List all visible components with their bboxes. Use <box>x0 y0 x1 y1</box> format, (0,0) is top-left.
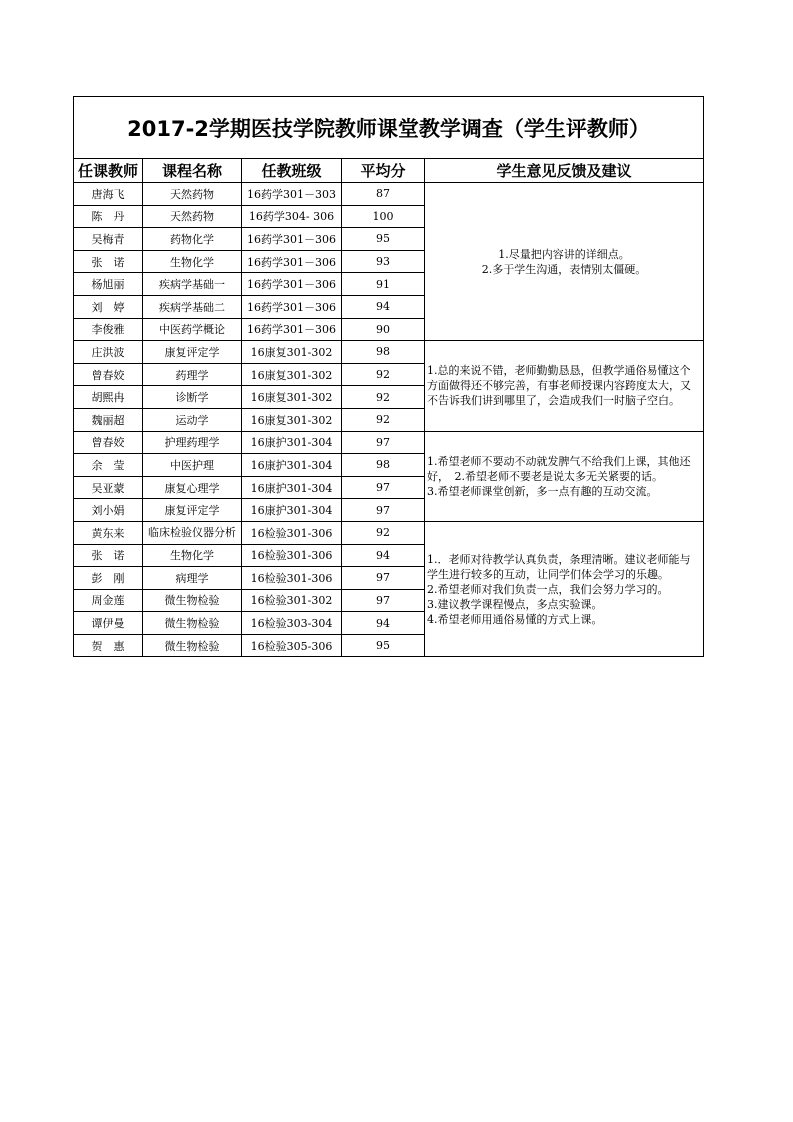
evaluation-sheet <box>73 96 703 657</box>
course-cell: 天然药物 <box>143 183 242 206</box>
course-cell: 运动学 <box>143 408 242 431</box>
score-cell: 100 <box>342 205 425 228</box>
teacher-cell: 庄洪波 <box>74 341 143 364</box>
course-cell: 中医药学概论 <box>143 318 242 341</box>
course-cell: 微生物检验 <box>143 589 242 612</box>
table-row <box>74 183 704 206</box>
course-cell: 天然药物 <box>143 205 242 228</box>
teacher-cell: 曾春姣 <box>74 431 143 454</box>
score-cell: 95 <box>342 228 425 251</box>
course-cell: 护理药理学 <box>143 431 242 454</box>
header-teacher: 任课教师 <box>74 159 143 183</box>
class-cell: 16药学301－306 <box>242 228 342 251</box>
course-cell: 康复评定学 <box>143 341 242 364</box>
teacher-cell: 唐海飞 <box>74 183 143 206</box>
class-cell: 16康护301-304 <box>242 476 342 499</box>
course-cell: 生物化学 <box>143 544 242 567</box>
teacher-cell: 魏丽超 <box>74 408 143 431</box>
teacher-cell: 胡熙冉 <box>74 386 143 409</box>
course-cell: 药理学 <box>143 363 242 386</box>
score-cell: 94 <box>342 544 425 567</box>
feedback-cell <box>425 183 704 341</box>
class-cell: 16检验301-306 <box>242 521 342 544</box>
class-cell: 16药学301－306 <box>242 273 342 296</box>
course-cell: 中医护理 <box>143 454 242 477</box>
score-cell: 94 <box>342 295 425 318</box>
class-cell: 16检验303-304 <box>242 612 342 635</box>
teacher-cell: 吴梅青 <box>74 228 143 251</box>
class-cell: 16检验301-306 <box>242 567 342 590</box>
score-cell: 97 <box>342 499 425 522</box>
teacher-cell: 杨旭丽 <box>74 273 143 296</box>
teacher-cell: 彭 刚 <box>74 567 143 590</box>
header-feedback: 学生意见反馈及建议 <box>425 159 704 183</box>
teacher-cell: 李俊雅 <box>74 318 143 341</box>
course-cell: 疾病学基础二 <box>143 295 242 318</box>
teacher-cell: 吴亚蒙 <box>74 476 143 499</box>
score-cell: 92 <box>342 521 425 544</box>
teacher-cell: 张 诺 <box>74 250 143 273</box>
feedback-cell <box>425 521 704 657</box>
feedback-cell <box>425 341 704 431</box>
course-cell: 生物化学 <box>143 250 242 273</box>
class-cell: 16康复301-302 <box>242 408 342 431</box>
class-cell: 16检验301-302 <box>242 589 342 612</box>
class-cell: 16检验301-306 <box>242 544 342 567</box>
class-cell: 16康复301-302 <box>242 386 342 409</box>
class-cell: 16康护301-304 <box>242 431 342 454</box>
header-score: 平均分 <box>342 159 425 183</box>
class-cell: 16药学301－306 <box>242 295 342 318</box>
class-cell: 16药学301－306 <box>242 318 342 341</box>
table-row <box>74 431 704 454</box>
teacher-cell: 余 莹 <box>74 454 143 477</box>
score-cell: 93 <box>342 250 425 273</box>
teacher-cell: 刘小娟 <box>74 499 143 522</box>
score-cell: 95 <box>342 634 425 657</box>
class-cell: 16药学304- 306 <box>242 205 342 228</box>
feedback-line: 1.总的来说不错，老师勤勤恳恳，但教学通俗易懂这个方面做得还不够完善，有事老师授课内容跨度太大，又不告诉我们讲到哪里了，会造成我们一时脑子空白。 <box>427 364 691 408</box>
course-cell: 诊断学 <box>143 386 242 409</box>
score-cell: 97 <box>342 589 425 612</box>
teacher-cell: 曾春姣 <box>74 363 143 386</box>
class-cell: 16药学301－303 <box>242 183 342 206</box>
score-cell: 87 <box>342 183 425 206</box>
teacher-cell: 刘 婷 <box>74 295 143 318</box>
score-cell: 92 <box>342 363 425 386</box>
class-cell: 16药学301－306 <box>242 250 342 273</box>
teacher-cell: 陈 丹 <box>74 205 143 228</box>
feedback-line: 4.希望老师用通俗易懂的方式上课。 <box>427 612 603 626</box>
feedback-line: 1.尽量把内容讲的详细点。 <box>498 247 630 261</box>
class-cell: 16康护301-304 <box>242 454 342 477</box>
score-cell: 97 <box>342 431 425 454</box>
header-class: 任教班级 <box>242 159 342 183</box>
feedback-line: 3.建议教学课程慢点，多点实验课。 <box>427 597 603 611</box>
evaluation-table <box>73 96 704 657</box>
course-cell: 病理学 <box>143 567 242 590</box>
score-cell: 92 <box>342 408 425 431</box>
table-header-row <box>74 159 704 183</box>
page-title: 2017-2学期医技学院教师课堂教学调查（学生评教师） <box>74 97 704 159</box>
feedback-line: 1.．老师对待教学认真负责，条理清晰。建议老师能与学生进行较多的互动，让同学们体会学习的乐趣。 <box>427 552 691 581</box>
course-cell: 疾病学基础一 <box>143 273 242 296</box>
table-body <box>74 183 704 657</box>
score-cell: 98 <box>342 454 425 477</box>
teacher-cell: 谭伊曼 <box>74 612 143 635</box>
teacher-cell: 黄东来 <box>74 521 143 544</box>
score-cell: 91 <box>342 273 425 296</box>
table-row <box>74 521 704 544</box>
score-cell: 97 <box>342 567 425 590</box>
course-cell: 康复心理学 <box>143 476 242 499</box>
feedback-cell <box>425 431 704 521</box>
teacher-cell: 贺 惠 <box>74 634 143 657</box>
class-cell: 16检验305-306 <box>242 634 342 657</box>
feedback-line: 2.希望老师对我们负责一点，我们会努力学习的。 <box>427 582 669 596</box>
course-cell: 临床检验仪器分析 <box>143 521 242 544</box>
course-cell: 药物化学 <box>143 228 242 251</box>
class-cell: 16康复301-302 <box>242 363 342 386</box>
teacher-cell: 张 诺 <box>74 544 143 567</box>
teacher-cell: 周金莲 <box>74 589 143 612</box>
class-cell: 16康复301-302 <box>242 341 342 364</box>
score-cell: 90 <box>342 318 425 341</box>
header-course: 课程名称 <box>143 159 242 183</box>
class-cell: 16康护301-304 <box>242 499 342 522</box>
score-cell: 98 <box>342 341 425 364</box>
score-cell: 94 <box>342 612 425 635</box>
feedback-line: 1.希望老师不要动不动就发脾气不给我们上课，其他还好， 2.希望老师不要老是说太多无关紧要的话。 <box>427 454 691 483</box>
feedback-line: 2.多于学生沟通，表情别太僵硬。 <box>481 262 647 276</box>
table-row <box>74 341 704 364</box>
score-cell: 97 <box>342 476 425 499</box>
course-cell: 康复评定学 <box>143 499 242 522</box>
feedback-line: 3.希望老师课堂创新，多一点有趣的互动交流。 <box>427 484 658 498</box>
course-cell: 微生物检验 <box>143 612 242 635</box>
score-cell: 92 <box>342 386 425 409</box>
course-cell: 微生物检验 <box>143 634 242 657</box>
